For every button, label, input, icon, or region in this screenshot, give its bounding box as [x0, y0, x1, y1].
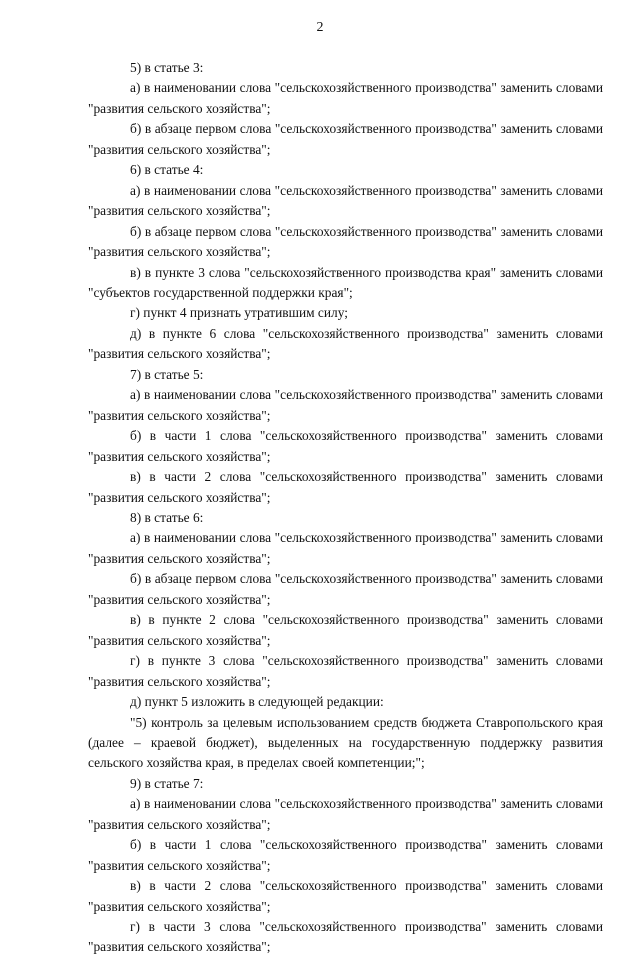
paragraph: г) в части 3 слова "сельскохозяйственного производства" заменить словами "развития сельского хозяйства"; [88, 919, 603, 955]
paragraph: б) в абзаце первом слова "сельскохозяйственного производства" заменить словами "развития сельского хозяйства"; [88, 223, 603, 260]
paragraph: а) в наименовании слова "сельскохозяйственного производства" заменить словами "развития сельского хозяйства"; [88, 387, 603, 423]
paragraph: б) в части 1 слова "сельскохозяйственного производства" заменить словами "развития сельского хозяйства"; [88, 428, 603, 464]
paragraph: а) в наименовании слова "сельскохозяйственного производства" заменить словами "развития сельского хозяйства"; [88, 182, 603, 219]
paragraph: б) в абзаце первом слова "сельскохозяйственного производства" заменить словами "развития сельского хозяйства"; [88, 571, 603, 607]
paragraph: г) в пункте 3 слова "сельскохозяйственного производства" заменить словами "развития сельского хозяйства"; [88, 653, 603, 689]
paragraph: 9) в статье 7: [130, 775, 204, 791]
paragraph: "5) контроль за целевым использованием средств бюджета Ставропольского края (далее – краевой бюджет), выделенных на государственную поддержку развития сельского хозяйства края, в пределах своей компетенции;"; [88, 714, 603, 771]
page-number: 2 [316, 20, 324, 35]
paragraph: а) в наименовании слова "сельскохозяйственного производства" заменить словами "развития сельского хозяйства"; [88, 80, 603, 116]
paragraph: д) пункт 5 изложить в следующей редакции: [130, 694, 384, 710]
paragraph: в) в части 2 слова "сельскохозяйственного производства" заменить словами "развития сельского хозяйства"; [88, 878, 603, 914]
document-body [88, 58, 603, 958]
paragraph: а) в наименовании слова "сельскохозяйственного производства" заменить словами "развития сельского хозяйства"; [88, 530, 603, 566]
paragraph: 7) в статье 5: [130, 366, 204, 382]
paragraph: 5) в статье 3: [130, 60, 204, 75]
paragraph: г) пункт 4 признать утратившим силу; [130, 305, 348, 321]
paragraph: а) в наименовании слова "сельскохозяйственного производства" заменить словами "развития сельского хозяйства"; [88, 796, 603, 832]
paragraph: в) в пункте 2 слова "сельскохозяйственного производства" заменить словами "развития сельского хозяйства"; [88, 612, 603, 648]
paragraph: в) в части 2 слова "сельскохозяйственного производства" заменить словами "развития сельского хозяйства"; [88, 469, 603, 505]
paragraph: 8) в статье 6: [130, 509, 204, 525]
paragraph: б) в абзаце первом слова "сельскохозяйственного производства" заменить словами "развития сельского хозяйства"; [88, 121, 603, 157]
paragraph: д) в пункте 6 слова "сельскохозяйственного производства" заменить словами "развития сельского хозяйства"; [88, 325, 603, 362]
paragraph: 6) в статье 4: [130, 162, 204, 178]
paragraph: б) в части 1 слова "сельскохозяйственного производства" заменить словами "развития сельского хозяйства"; [88, 837, 603, 873]
paragraph: в) в пункте 3 слова "сельскохозяйственного производства края" заменить словами "субъектов государственной поддержки края"; [88, 264, 603, 300]
